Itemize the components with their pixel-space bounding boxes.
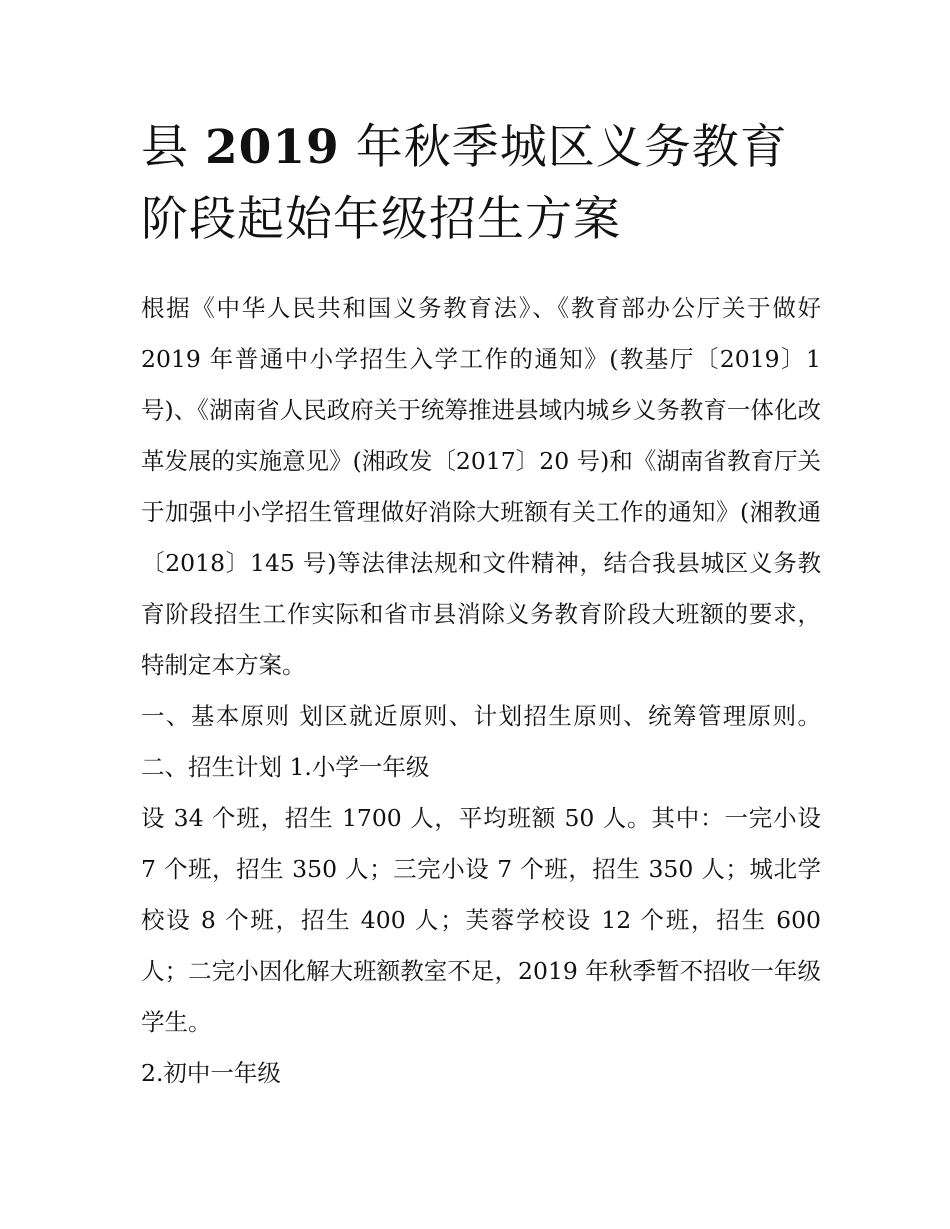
- title-suffix: 年秋季城区义务教育阶段起始年级招生方案: [141, 120, 788, 247]
- title-year: 2019: [204, 120, 340, 175]
- paragraph-principles: 一、基本原则 划区就近原则、计划招生原则、统筹管理原则。 二、招生计划 1.小学一年级: [141, 702, 821, 781]
- title-prefix: 县: [141, 120, 205, 175]
- document-page: [141, 112, 821, 1099]
- document-title: [141, 112, 821, 256]
- paragraph-basis: 根据《中华人民共和国义务教育法》、《教育部办公厅关于做好 2019 年普通中小学招生入学工作的通知》(教基厅〔2019〕1 号)、《湖南省人民政府关于统筹推进县域内城乡义务教育一体化改革发展的实施意见》(湘政发〔2017〕20 号)和《湖南省教育厅关于加强中小学招生管理做好消除大班额有关工作的通知》(湘教通〔2018〕145 号)等法律法规和文件精神，结合我县城区义务教育阶段招生工作实际和省市县消除义务教育阶段大班额的要求，特制定本方案。: [141, 294, 821, 679]
- paragraph-primary-plan: 设 34 个班，招生 1700 人，平均班额 50 人。其中：一完小设 7 个班，招生 350 人；三完小设 7 个班，招生 350 人；城北学校设 8 个班，招生 400 人；芙蓉学校设 12 个班，招生 600 人；二完小因化解大班额教室不足，2019 年秋季暂不招收一年级学生。: [141, 804, 821, 1036]
- paragraph-junior-heading: 2.初中一年级: [141, 1059, 281, 1087]
